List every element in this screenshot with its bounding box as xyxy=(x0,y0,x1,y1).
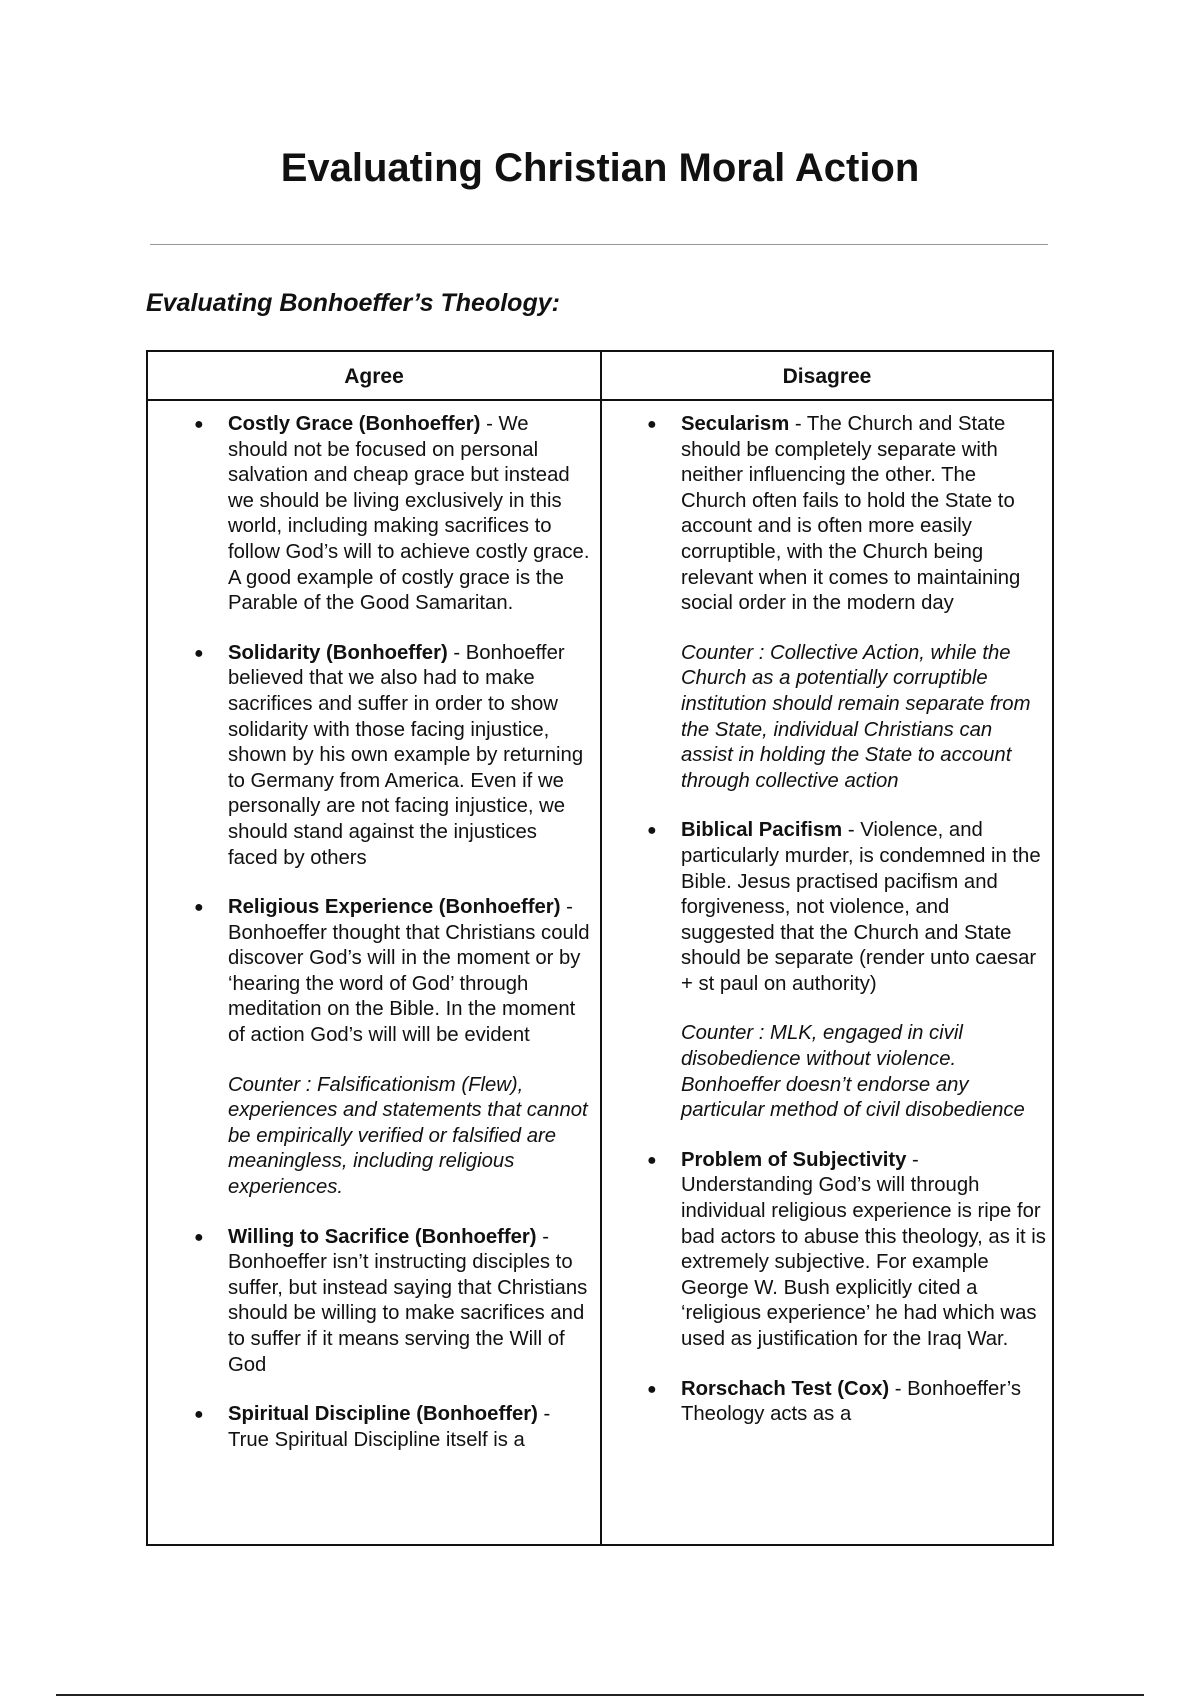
section-heading: Evaluating Bonhoeffer’s Theology: xyxy=(146,289,560,317)
bullet-icon: ● xyxy=(194,899,204,917)
point-text: - Understanding God’s will through individual religious experience is ripe for bad actors to abuse this theology, as it is extremely subjective. For example George W. Bush explicitly cited a ‘religious experience’ he had which was used as justification for the Iraq War. xyxy=(681,1148,1046,1350)
bullet-icon: ● xyxy=(194,1228,204,1246)
bullet-icon: ● xyxy=(194,416,204,433)
header-divider xyxy=(148,399,1052,401)
disagree-point-rorschach-test xyxy=(647,1377,1047,1428)
agree-point-willing-to-sacrifice xyxy=(194,1225,590,1379)
point-term: Rorschach Test (Cox) xyxy=(681,1377,890,1400)
point-term: Biblical Pacifism xyxy=(681,819,843,842)
point-term: Costly Grace (Bonhoeffer) xyxy=(228,413,481,435)
column-divider xyxy=(600,352,602,1544)
point-text: - Bonhoeffer’s Theology acts as a xyxy=(681,1377,1022,1426)
disagree-column-header: Disagree xyxy=(782,365,872,388)
bullet-icon: ● xyxy=(647,822,657,840)
disagree-point-secularism xyxy=(647,412,1047,617)
point-term: Spiritual Discipline (Bonhoeffer) xyxy=(228,1403,538,1426)
point-text: - Bonhoeffer believed that we also had to make sacrifices and suffer in order to show solidarity with those facing injustice, shown by his own example by returning to Germany from America. Even if we personally are not facing injustice, we should stand against the injustices faced by others xyxy=(228,641,584,869)
counter-argument: Counter : Collective Action, while the Church as a potentially corruptible institution should remain separate from the State, individual Christians can assist in holding the State to account through collective action xyxy=(681,641,1031,792)
agree-point-costly-grace xyxy=(194,412,590,617)
point-term: Willing to Sacrifice (Bonhoeffer) xyxy=(228,1225,537,1248)
agree-point-spiritual-discipline xyxy=(194,1402,590,1453)
bullet-icon: ● xyxy=(647,416,657,433)
point-text: - True Spiritual Discipline itself is a xyxy=(228,1403,551,1451)
point-term: Religious Experience (Bonhoeffer) xyxy=(228,896,561,919)
agree-point-religious-experience xyxy=(194,895,590,1049)
disagree-point-problem-of-subjectivity xyxy=(647,1148,1047,1353)
agree-point-solidarity xyxy=(194,641,590,871)
counter-argument: Counter : Falsificationism (Flew), experiences and statements that cannot be empirically verified or falsified are meaningless, including religious experiences. xyxy=(228,1073,588,1199)
counter-argument: Counter : MLK, engaged in civil disobedience without violence. Bonhoeffer doesn’t endorse any particular method of civil disobedience xyxy=(681,1022,1025,1122)
bullet-icon: ● xyxy=(647,1380,657,1398)
page-title: Evaluating Christian Moral Action xyxy=(280,146,920,190)
point-text: - Bonhoeffer thought that Christians could discover God’s will in the moment or by ‘hearing the word of God’ through meditation on the Bible. In the moment of action God’s will will be evident xyxy=(228,896,590,1047)
bullet-icon: ● xyxy=(194,644,204,662)
point-text: - Bonhoeffer isn’t instructing disciples to suffer, but instead saying that Christians should be willing to make sacrifices and to suffer if it means serving the Will of God xyxy=(228,1225,588,1376)
agree-column-header: Agree xyxy=(344,365,404,388)
page-bottom-divider xyxy=(56,1694,1144,1696)
point-text: - We should not be focused on personal salvation and cheap grace but instead we should be living exclusively in this world, including making sacrifices to follow God’s will to achieve costly grace. A good example of costly grace is the Parable of the Good Samaritan. xyxy=(228,413,590,615)
point-text: - The Church and State should be completely separate with neither influencing the other. The Church often fails to hold the State to account and is often more easily corruptible, with the Church being relevant when it comes to maintaining social order in the modern day xyxy=(681,413,1021,615)
disagree-point-biblical-pacifism xyxy=(647,818,1047,997)
agree-column xyxy=(194,412,590,1477)
evaluation-table xyxy=(146,350,1054,1546)
point-term: Secularism xyxy=(681,413,790,435)
point-text: - Violence, and particularly murder, is condemned in the Bible. Jesus practised pacifism and forgiveness, not violence, and suggested that the Church and State should be separate (render unto caesar + st paul on authority) xyxy=(681,819,1041,995)
point-term: Solidarity (Bonhoeffer) xyxy=(228,641,448,664)
point-term: Problem of Subjectivity xyxy=(681,1148,907,1171)
title-divider xyxy=(150,244,1048,245)
disagree-column xyxy=(647,412,1047,1452)
bullet-icon: ● xyxy=(647,1151,657,1169)
bullet-icon: ● xyxy=(194,1406,204,1424)
